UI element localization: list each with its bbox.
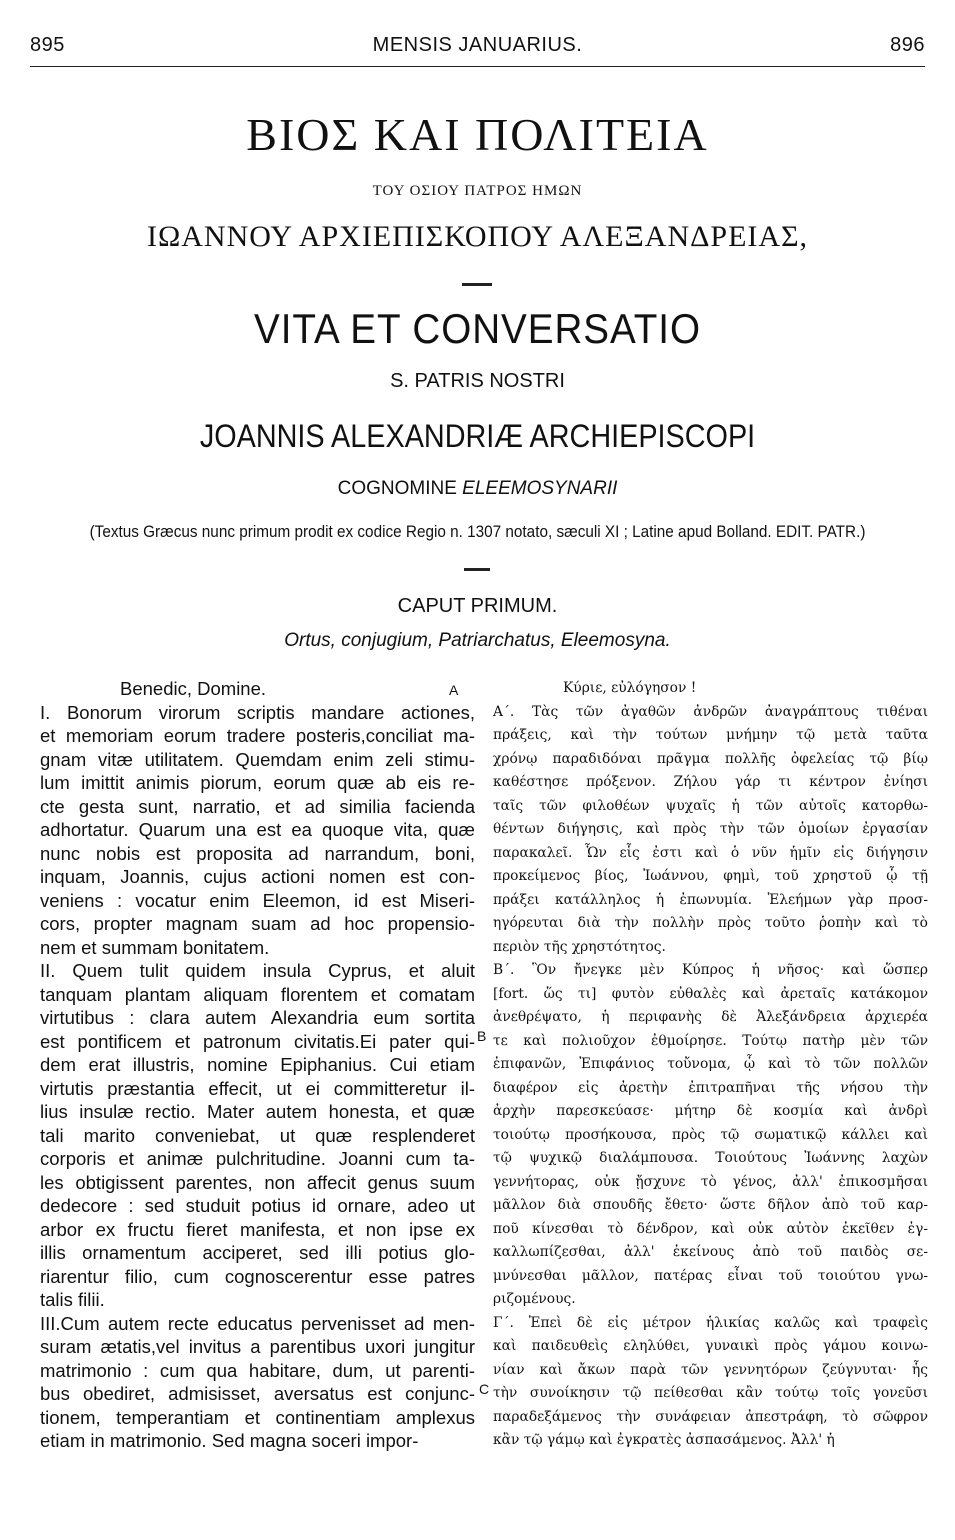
text-line: ηγόρευται διὰ τὴν πολλὴν πρὸς τοῦτο ῥοπὴν καὶ τὸ [493, 915, 928, 931]
greek-title: ΒΙΟΣ ΚΑΙ ΠΟΛΙΤΕΙΑ [246, 109, 709, 160]
text-line: talis filii. [40, 1289, 105, 1310]
greek-column [493, 677, 928, 1453]
text-line: nem et summam bonitatem. [40, 936, 270, 958]
text-line: etiam in matrimonio. Sed magna soceri impor- [40, 1430, 419, 1451]
cognomine-line [0, 478, 955, 500]
text-line: dedecore : sed studuit potius id ornare, adeo ut [40, 1195, 475, 1216]
text-line: περιὸν τῆς χρηστότητος. [493, 938, 666, 955]
running-head [30, 30, 925, 60]
text-line: καλλωπίζεσθαι, ἀλλ' ἐκείνους ἀπὸ τοῦ παιδὸς σε- [493, 1244, 928, 1260]
title-divider [462, 283, 492, 286]
text-line: veniens : vocatur enim Eleemon, id est Miseri- [40, 889, 475, 911]
text-line: τῷ ψυχικῷ διαλάμπουσα. Τοιούτους Ἰωάννης λαχὼν [493, 1150, 928, 1166]
text-line: ριζομένους. [493, 1291, 576, 1307]
cognomine-name: ELEEMOSYNARII [462, 478, 618, 499]
text-line: et memoriam eorum tradere posteris,conciliat ma- [40, 725, 475, 746]
text-line: cte gesta sunt, narratio, et ad similia facienda [40, 795, 475, 817]
text-line: ποῦ κίνεσθαι τὸ δένδρον, καὶ οὐκ αὐτὸν ἐκεῖθεν ἐγ- [493, 1220, 928, 1237]
text-line: II. Quem tulit quidem insula Cyprus, et aluit [40, 960, 475, 981]
latin-title: VITA ET CONVERSATIO [254, 305, 701, 352]
text-line: matrimonio : cum qua habitare, dum, ut parenti- [40, 1359, 475, 1381]
text-line: riarentur filio, cum cognoscerentur esse patres [40, 1265, 475, 1287]
text-line: διαφέρον εἰς ἀρετὴν ἐπιτραπῆναι τῆς νήσου τὴν [493, 1079, 928, 1096]
page-number-left: 895 [30, 33, 65, 56]
text-line: Κύριε, εὐλόγησον ! [563, 680, 697, 696]
text-line: virtutis præstantia effecit, ut ei committeretur il- [40, 1077, 475, 1099]
text-line: nunc nobis est proposita ad narrandum, boni, [40, 842, 475, 864]
latin-column [40, 677, 475, 1453]
text-line: ἀνεθρέψατο, ἡ περιφανὴς δὲ Ἀλεξάνδρεια ἀρχιερέα [493, 1009, 928, 1025]
text-line: γεννήτορας, οὐκ ᾔσχυνε τὸ γένος, ἀλλ' ἐπικοσμῆσαι [493, 1173, 928, 1190]
greek-name: ΙΩΑΝΝΟΥ ΑΡΧΙΕΠΙΣΚΟΠΟΥ ΑΛΕΞΑΝΔΡΕΙΑΣ, [146, 220, 809, 253]
text-line: les obtigissent parentes, non affecit genus suum [40, 1171, 475, 1193]
chapter-heading: CAPUT PRIMUM. [397, 595, 558, 617]
source-note: (Textus Græcus nunc primum prodit ex codice Regio n. 1307 notato, sæculi XI ; Latine apud Bolland. EDIT. PATR.) [89, 522, 866, 541]
text-line: virtutibus : clara autem Alexandria eum sortita [40, 1007, 475, 1028]
text-line: cors, propter magnam suam ad hoc propensio- [40, 913, 475, 934]
text-line: καὶ παιδευθεὶς εληλύθει, γυναικὶ πρὸς γάμου κοινω- [493, 1338, 928, 1354]
text-line: Γ΄. Ἐπεὶ δὲ εἰς μέτρον ἡλικίας καλῶς καὶ τραφεὶς [493, 1314, 928, 1331]
text-line: μνύνεσθαι μᾶλλον, πατέρας εἶναι τοῦ τοιούτου γνω- [493, 1267, 928, 1284]
text-line: lius insulæ rectio. Mater autem honesta, et quæ [40, 1101, 475, 1122]
text-line: ἀρχὴν παρεσκεύασε· μήτηρ δὲ κοσμία καὶ ἀνδρὶ [493, 1103, 928, 1119]
text-line: νίαν καὶ ἄκων παρὰ τῶν γεννητόρων ζεύγνυται· ἧς [493, 1361, 928, 1378]
text-line: καθέστησε πρόξενον. Ζήλου γάρ τι κέντρον ἐνίησι [493, 774, 928, 790]
text-line: παρακαλεῖ. Ὧν εἷς ἐστι καὶ ὁ νῦν ἡμῖν εἰς διήγησιν [493, 844, 928, 861]
page-number-right: 896 [890, 33, 925, 56]
text-line: παραδεξάμενος τὴν συνάφειαν ἀπεστράφη, τὸ σῶφρον [493, 1408, 928, 1425]
latin-name: JOANNIS ALEXANDRIÆ ARCHIEPISCOPI [199, 418, 756, 454]
cognomine-label: COGNOMINE [337, 478, 457, 499]
text-line: tanquam plantam aliquam florentem et comatam [40, 983, 475, 1005]
note-divider [464, 568, 490, 571]
text-line: ταῖς τῶν φιλοθέων ψυχαῖς ἡ τῶν αὐτοῖς κατορθω- [493, 797, 928, 814]
text-line: ἐπιφανῶν, Ἐπιφάνιος τοὔνομα, ᾧ καὶ τὸ τῶν πολλῶν [493, 1056, 928, 1072]
text-line: πράξεις, καὶ τὴν τούτων μνήμην τῷ μετὰ ταῦτα [493, 727, 928, 743]
running-title: MENSIS JANUARIUS. [372, 33, 583, 56]
text-line: Α΄. Τὰς τῶν ἀγαθῶν ἀνδρῶν ἀναγράπτους τιθέναι [493, 703, 928, 720]
text-line: bus obediret, admisisset, aversatus est conjunc- [40, 1383, 475, 1404]
text-line: τοιούτῳ προσήκουσα, πρὸς τῷ σωματικῷ κάλλει καὶ [493, 1126, 928, 1143]
margin-marker-b: B [477, 1028, 487, 1044]
text-line: πράξει κατάλληλος ἡ ἐπωνυμία. Ἐλεήμων γὰρ προσ- [493, 891, 928, 908]
text-line: lum imittit animis piorum, eorum quæ ab eis re- [40, 772, 475, 793]
text-line: III.Cum autem recte educatus pervenisset ad men- [40, 1312, 475, 1334]
text-line: μᾶλλον διὰ σπουδῆς ἔθετο· ὥστε δῆλον ἀπὸ τοῦ καρ- [493, 1197, 928, 1213]
text-line: inquam, Joannis, cujus actioni nomen est con- [40, 866, 475, 887]
text-line: προκείμενος βίος, Ἰωάννου, φημὶ, τοῦ χρηστοῦ ᾧ τῇ [493, 868, 928, 884]
text-line: adhortatur. Quarum una est ea quoque vita, quæ [40, 819, 475, 840]
greek-subtitle: ΤΟΥ ΟΣΙΟΥ ΠΑΤΡΟΣ ΗΜΩΝ [372, 183, 583, 199]
text-line: τὴν συνοίκησιν τῷ πείθεσθαι κἂν τούτῳ τοῖς γονεῦσι [493, 1385, 928, 1401]
text-line: κἂν τῷ γάμῳ καὶ ἐγκρατὲς ἀσπασάμενος. Ἀλλ' ἡ [493, 1432, 835, 1448]
text-line: I. Bonorum virorum scriptis mandare actiones, [40, 701, 475, 723]
margin-marker-c: C [479, 1381, 490, 1397]
text-line: Β΄. Ὃν ἤνεγκε μὲν Κύπρος ἡ νῆσος· καὶ ὥσπερ [493, 962, 928, 978]
chapter-subheading: Ortus, conjugium, Patriarchatus, Eleemosyna. [284, 630, 671, 651]
text-line: τε καὶ πολιοῦχον ἐθμοίρησε. Τούτῳ πατὴρ μὲν τῶν [493, 1032, 928, 1049]
text-line: tionem, temperantiam et continentiam amplexus [40, 1406, 475, 1428]
text-line: arbor ex fructu fieret manifesta, et non ipse ex [40, 1218, 475, 1240]
margin-marker-a: A [449, 682, 459, 698]
text-line: Benedic, Domine. [120, 678, 267, 699]
text-line: [fort. ὥς τι] φυτὸν εὐθαλὲς καὶ ἀρεταῖς κατάκομον [493, 985, 928, 1002]
text-line: illis ornamentum acciperet, sed illi potius glo- [40, 1242, 475, 1263]
text-line: gnam vitæ utilitatem. Quemdam enim zeli stimu- [40, 748, 475, 770]
text-line: θέντων διήγησις, καὶ πρὸς τὴν τῶν ὁμοίων ἐργασίαν [493, 821, 928, 837]
text-line: corporis et animæ pulchritudine. Joanni cum ta- [40, 1148, 475, 1169]
latin-patris: S. PATRIS NOSTRI [390, 370, 565, 392]
text-line: dem erat illustris, nomine Epiphanius. Cui etiam [40, 1054, 475, 1075]
text-line: est pontificem et patronum civitatis.Ei pater qui- [40, 1030, 475, 1052]
text-line: tali marito conveniebat, ut quæ resplenderet [40, 1124, 475, 1146]
text-line: suram ætatis,vel invitus a parentibus uxori jungitur [40, 1336, 475, 1357]
text-line: χρόνῳ παραδιδόναι πρᾶγμα πολλῆς ὀφελείας τῷ βίῳ [493, 750, 928, 767]
header-rule [30, 66, 925, 67]
